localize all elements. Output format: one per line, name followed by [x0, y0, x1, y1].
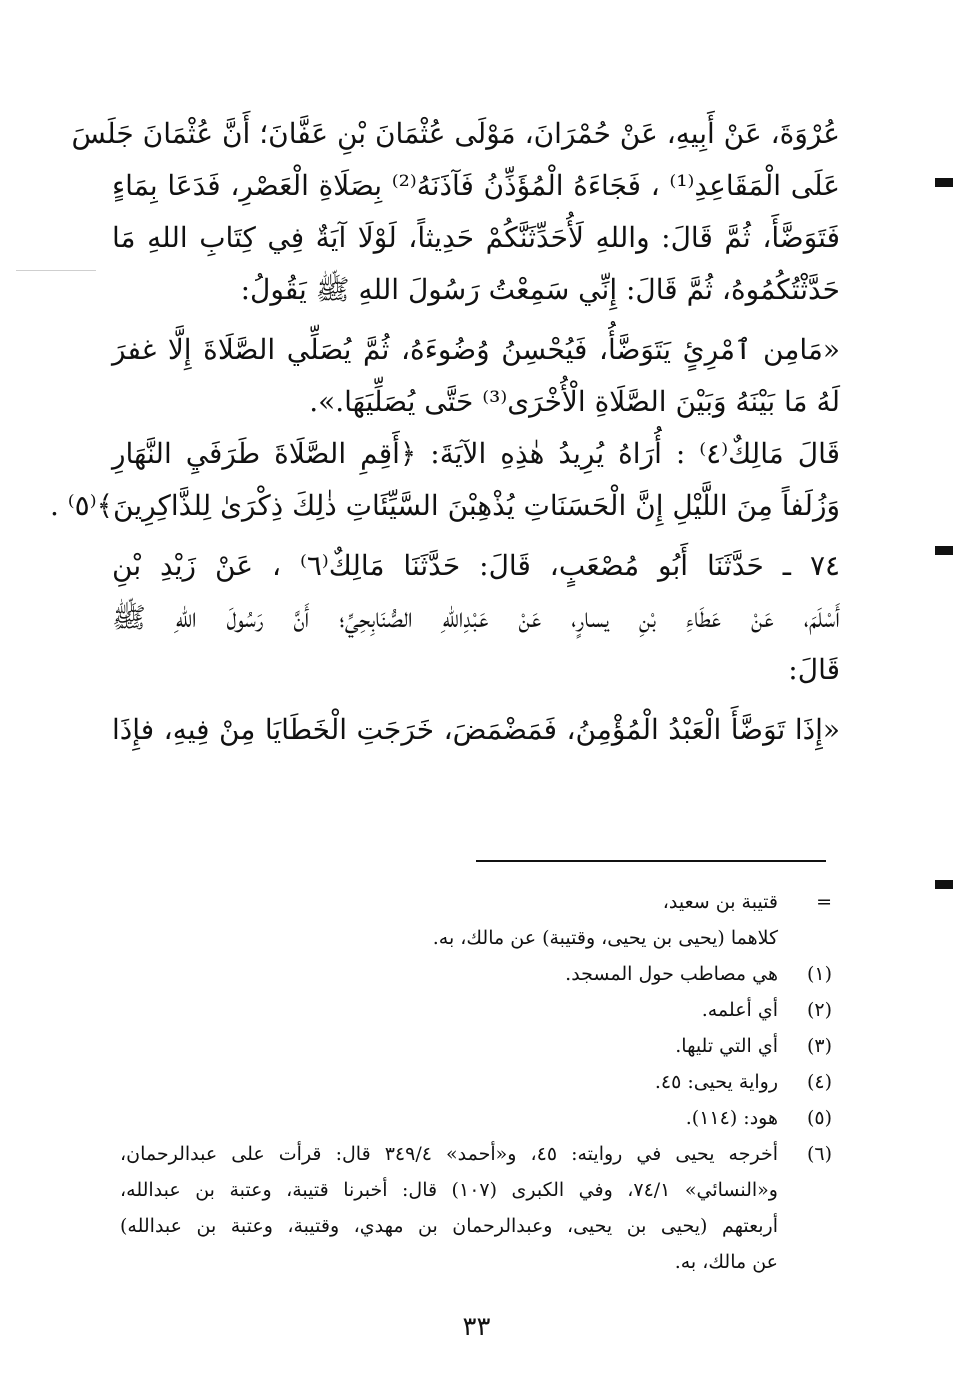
hadith-line: «مَامِن ٱمْرِئٍ يَتَوَضَّأُ، فَيُحْسِنُ وُضُوءَهُ، ثُمَّ يُصَلِّي الصَّلَاةَ إِلَّا غفرَ [112, 333, 840, 366]
footnote-number: (١) [806, 963, 832, 985]
body-line: عُرْوَةَ، عَنْ أَبِيهِ، عَنْ حُمْرَانَ، مَوْلَى عُثْمَانَ بْنِ عَفَّانَ؛ أَنَّ عُثْمَانَ جَلَسَ [71, 117, 840, 150]
hadith-chain-line: ٧٤ ـ حَدَّثَنَا أَبُو مُصْعَبٍ، قَالَ: حَدَّثَنَا مَالِكٌ⁽٦⁾ ، عَنْ زَيْدِ بْنِ [112, 549, 841, 582]
hadith-line: «إِذَا تَوَضَّأَ الْعَبْدُ الْمُؤْمِنُ، فَمَضْمَضَ، خَرَجَتِ الْخَطَايَا مِنْ فِيهِ، فإِذَا [112, 713, 840, 746]
body-line: عَلَى الْمَقَاعِدِ⁽¹⁾ ، فَجَاءَهُ الْمُؤَذِّنُ فَآذَنَهُ⁽²⁾ بِصَلَاةِ الْعَصْرِ، فَدَعَا بِمَاءٍ [112, 169, 841, 202]
footnotes [120, 884, 832, 1280]
footnote-2 [120, 992, 832, 1028]
edge-mark [935, 178, 953, 187]
page-number: ٣٣ [462, 1312, 491, 1342]
footnote-text: أخرجه يحيى في روايته: ٤٥، و«أحمد» ٣٤٩/٤ قال: قرأت على عبدالرحمان، [120, 1143, 778, 1165]
footnote-3 [120, 1028, 832, 1064]
footnote-number: (٥) [806, 1107, 832, 1129]
footnote-text: هي مصاطب حول المسجد. [565, 963, 778, 985]
footnote-6 [120, 1136, 832, 1172]
footnote-text: عن مالك، به. [674, 1251, 778, 1273]
footnote-number: (٢) [806, 999, 832, 1021]
footnote-number: (٦) [806, 1143, 832, 1165]
footnote-number: (٤) [806, 1071, 832, 1093]
footnote-number: (٣) [806, 1035, 832, 1057]
body-line: فَتَوَضَّأَ، ثُمَّ قَالَ: واللهِ لَأُحَدِّثَنَّكُمْ حَدِيثاً، لَوْلَا آيَةٌ فِي كِتَابِ اللهِ مَا [112, 221, 840, 254]
hadith-chain-line: قَالَ: [788, 653, 840, 686]
footnote-continuation [120, 884, 832, 920]
footnote-text: كلاهما (يحيى بن يحيى، وقتيبة) عن مالك، به. [432, 927, 778, 949]
hadith-chain-line: أَسْلَمَ، عَنْ عَطَاءِ بْنِ يسارٍ، عَنْ عَبْدِاللهِ الصُّنَابِحِيِّ؛ أَنَّ رَسُولَ اللهِ ﷺ [112, 601, 840, 634]
footnote-text: قتيبة بن سعيد، [662, 891, 778, 913]
quran-verse-line: وَزُلَفاً مِنَ اللَّيْلِ إِنَّ الْحَسَنَاتِ يُذْهِبْنَ السَّيِّئَاتِ ذٰلِكَ ذِكْرَىٰ لِلذَّاكِرِينَ﴾⁽٥⁾ . [49, 489, 840, 522]
commentary-line: قَالَ مَالِكٌ⁽٤⁾ : أُرَاهُ يُرِيدُ هٰذِهِ الآيَةَ: ﴿أَقِمِ الصَّلَاةَ طَرَفَيِ النَّهَارِ [112, 437, 840, 470]
edge-mark [935, 880, 953, 889]
scan-artifact [16, 270, 96, 271]
footnote-text: و«النسائي» ٧٤/١، وفي الكبرى (١٠٧) قال: أخبرنا قتيبة، وعتبة بن عبدالله، [120, 1179, 778, 1201]
footnote-text: رواية يحيى: ٤٥. [654, 1071, 778, 1093]
footnote-text: أي أعلمه. [701, 999, 778, 1021]
main-text [49, 108, 841, 756]
continuation-marker: = [816, 891, 832, 913]
footnote-text: هود: (١١٤). [685, 1107, 778, 1129]
footnote-4 [120, 1064, 832, 1100]
edge-mark [935, 546, 953, 555]
footnote-text: أربعتهم (يحيى بن يحيى، وعبدالرحمان بن مهدي، وقتيبة، وعتبة بن عبدالله) [120, 1215, 778, 1237]
body-line: حَدَّثْتُكُمُوهُ، ثُمَّ قَالَ: إِنِّي سَمِعْتُ رَسُولَ اللهِ ﷺ يَقُولُ: [240, 273, 840, 306]
hadith-line: لَهُ مَا بَيْنَهُ وَبَيْنَ الصَّلَاةِ الْأُخْرَى⁽³⁾ حَتَّى يُصَلِّيَهَا.». [309, 385, 840, 418]
footnote-divider [476, 860, 826, 862]
footnote-5 [120, 1100, 832, 1136]
footnote-1 [120, 956, 832, 992]
footnote-text: أي التي تليها. [675, 1035, 778, 1057]
